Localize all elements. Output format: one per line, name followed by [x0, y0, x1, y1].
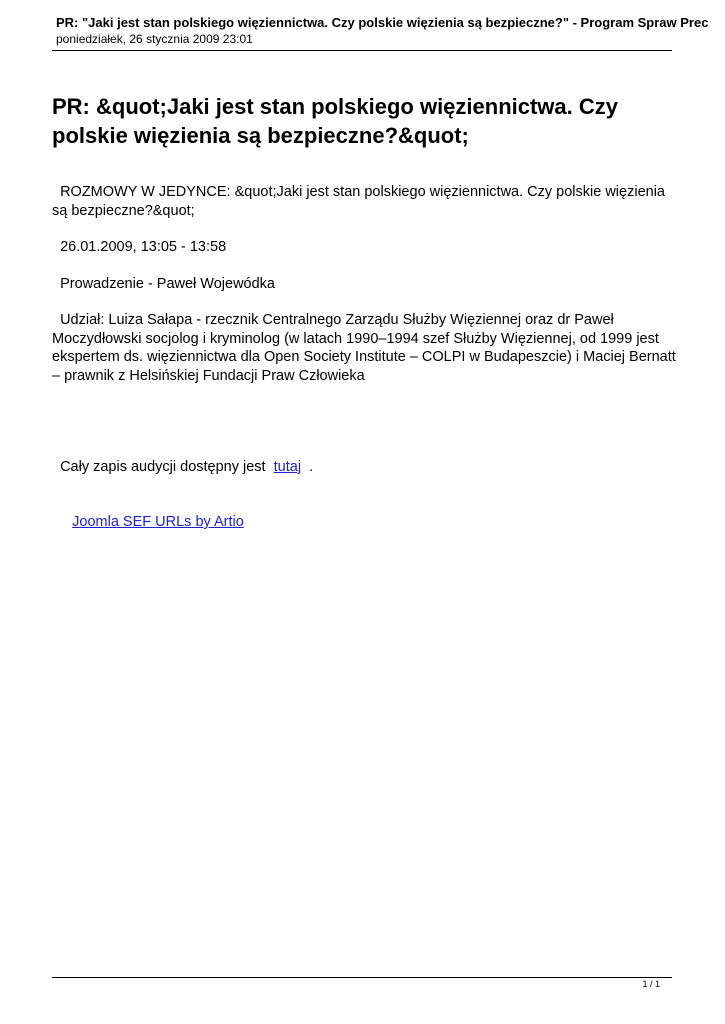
page-number: 1 / 1 — [642, 979, 660, 989]
header-title: PR: "Jaki jest stan polskiego więziennictwa. Czy polskie więzienia są bezpieczne?" - Program Spraw Prec — [56, 15, 709, 30]
broadcast-date-paragraph — [52, 238, 677, 257]
full-transcript-prefix: Cały zapis audycji dostępny jest — [60, 459, 270, 475]
article-title: PR: &quot;Jaki jest stan polskiego więziennictwa. Czy polskie więzienia są bezpieczne?&quot; — [52, 94, 619, 148]
broadcast-date: 26.01.2009, 13:05 - 13:58 — [60, 239, 227, 255]
guests-text: Udział: Luiza Sałapa - rzecznik Centralnego Zarządu Służby Więziennej oraz dr Paweł Moczydłowski socjolog i kryminolog (w latach 1990–1994 szef Służby Więziennej, od 1999 jest ekspertem ds. więziennictwa dla Open Society Institute – COLPI w Budapeszcie) i Maciej Bernatt – prawnik z Helsińskiej Fundacji Praw Człowieka — [52, 312, 676, 384]
footer-divider — [52, 977, 672, 978]
full-transcript-paragraph — [52, 458, 677, 477]
page-header — [56, 14, 725, 47]
intro-text: ROZMOWY W JEDYNCE: &quot;Jaki jest stan polskiego więziennictwa. Czy polskie więzienia są bezpieczne?&quot; — [52, 184, 665, 219]
full-transcript-suffix: . — [305, 459, 314, 475]
guests-paragraph — [52, 311, 677, 385]
header-divider — [52, 50, 672, 51]
host-paragraph — [52, 275, 677, 294]
transcript-link[interactable]: tutaj — [273, 459, 302, 475]
sef-paragraph — [52, 513, 677, 532]
intro-paragraph — [52, 183, 677, 220]
host-text: Prowadzenie - Paweł Wojewódka — [60, 276, 275, 292]
header-date: poniedziałek, 26 stycznia 2009 23:01 — [56, 32, 253, 46]
joomla-sef-link[interactable]: Joomla SEF URLs by Artio — [72, 514, 244, 530]
